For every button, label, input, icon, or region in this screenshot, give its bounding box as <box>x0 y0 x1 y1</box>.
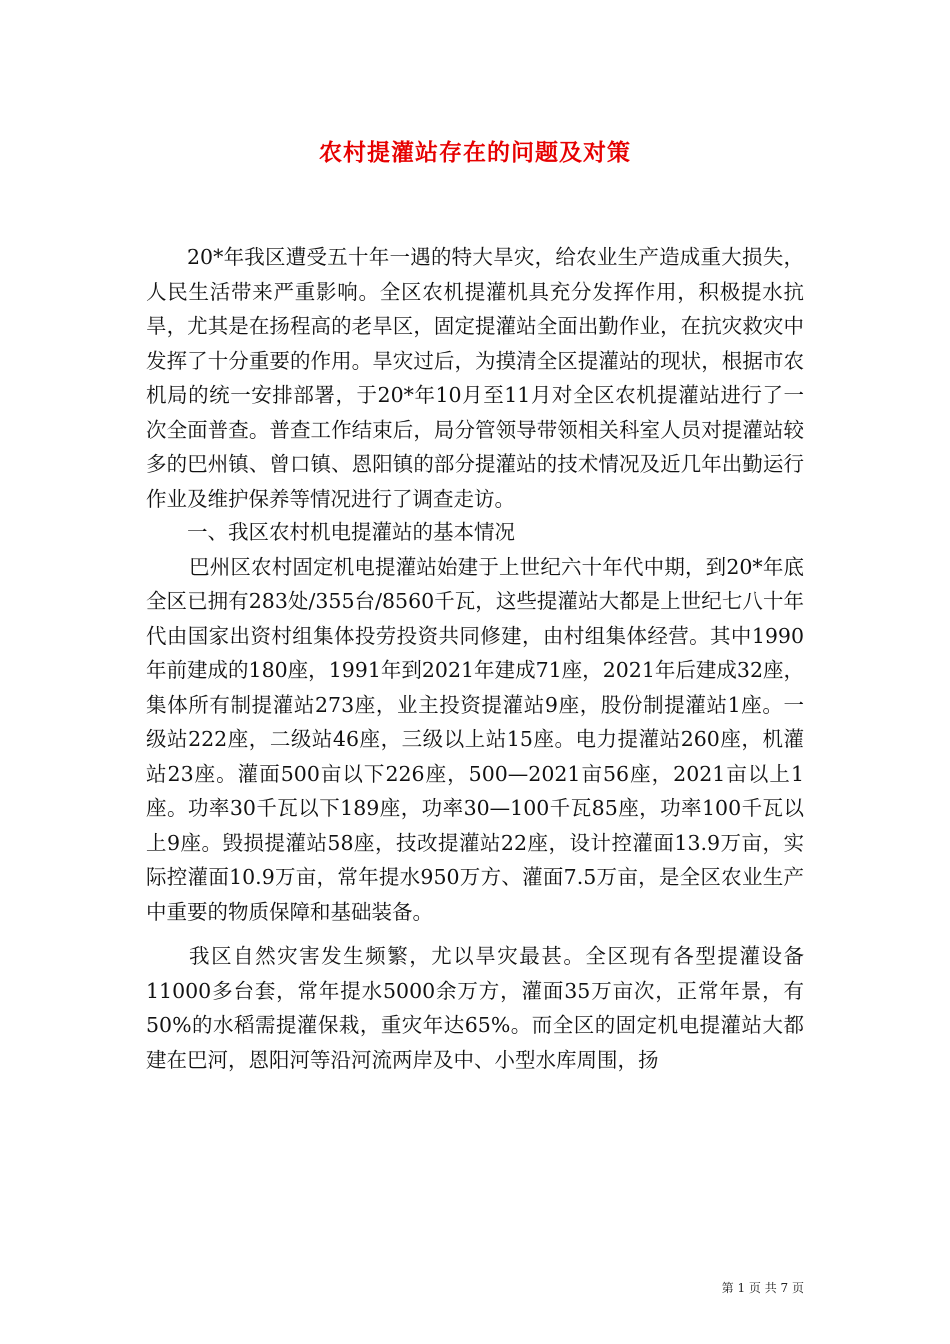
paragraph-disasters: 我区自然灾害发生频繁，尤以旱灾最甚。全区现有各型提灌设备11000多台套，常年提水5000余万方，灌面35万亩次，正常年景，有50%的水稻需提灌保栽，重灾年达65%。而全区的固定机电提灌站大都建在巴河，恩阳河等沿河流两岸及中、小型水库周围，扬 <box>146 944 804 1072</box>
section-heading: 一、我区农村机电提灌站的基本情况 <box>187 520 515 544</box>
paragraph-intro: 20*年我区遭受五十年一遇的特大旱灾，给农业生产造成重大损失，人民生活带来严重影响。全区农机提灌机具充分发挥作用，积极提水抗旱，尤其是在扬程高的老旱区，固定提灌站全面出勤作业，在抗灾救灾中发挥了十分重要的作用。旱灾过后，为摸清全区提灌站的现状，根据市农机局的统一安排部署，于20*年10月至11月对全区农机提灌站进行了一次全面普查。普查工作结束后，局分管领导带领相关科室人员对提灌站较多的巴州镇、曾口镇、恩阳镇的部分提灌站的技术情况及近几年出勤运行作业及维护保养等情况进行了调查走访。 <box>146 245 804 511</box>
paragraph-basic-situation: 巴州区农村固定机电提灌站始建于上世纪六十年代中期，到20*年底全区已拥有283处/355台/8560千瓦，这些提灌站大都是上世纪七八十年代由国家出资村组集体投劳投资共同修建，由村组集体经营。其中1990年前建成的180座，1991年到2021年建成71座，2021年后建成32座，集体所有制提灌站273座，业主投资提灌站9座，股份制提灌站1座。一级站222座，二级站46座，三级以上站15座。电力提灌站260座，机灌站23座。灌面500亩以下226座，500—2021亩56座，2021亩以上1座。功率30千瓦以下189座，功率30—100千瓦85座，功率100千瓦以上9座。毁损提灌站58座，技改提灌站22座，设计控灌面13.9万亩，实际控灌面10.9万亩，常年提水950万方、灌面7.5万亩，是全区农业生产中重要的物质保障和基础装备。 <box>146 554 804 924</box>
document-title: 农村提灌站存在的问题及对策 <box>319 139 631 166</box>
document-body <box>146 240 804 1077</box>
page-number-footer: 第 1 页 共 7 页 <box>721 1281 804 1295</box>
